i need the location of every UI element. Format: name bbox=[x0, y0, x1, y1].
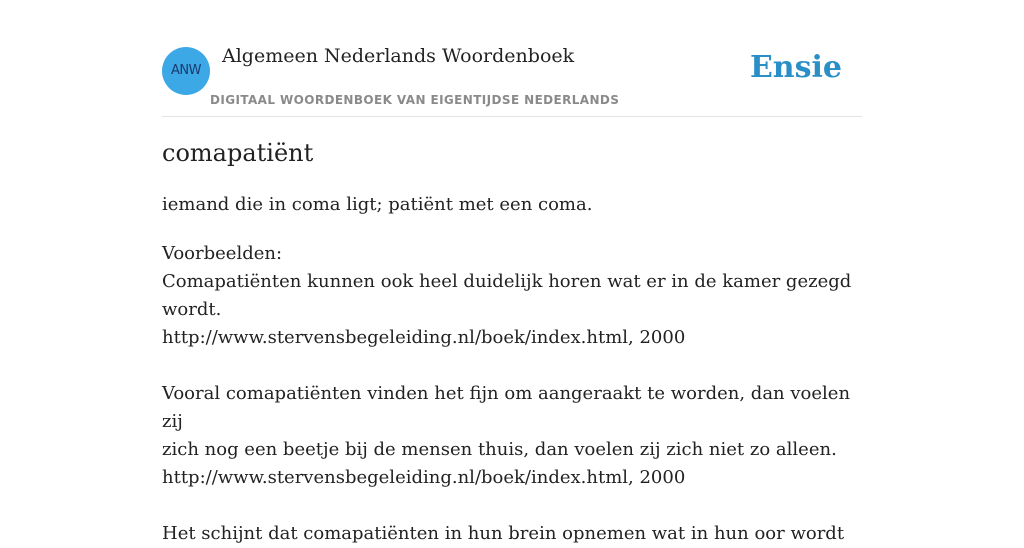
example-2-text-line-1: Vooral comapatiënten vinden het fijn om aangeraakt te worden, dan voelen zij bbox=[162, 383, 851, 432]
ensie-logo-link[interactable]: Ensie bbox=[749, 50, 842, 85]
example-1-source: http://www.stervensbegeleiding.nl/boek/index.html, 2000 bbox=[162, 327, 686, 348]
examples-label: Voorbeelden: bbox=[162, 243, 283, 264]
site-subtitle: DIGITAAL WOORDENBOEK VAN EIGENTIJDSE NEDERLANDS bbox=[210, 93, 620, 107]
example-spacer bbox=[162, 492, 862, 520]
example-2-source: http://www.stervensbegeleiding.nl/boek/index.html, 2000 bbox=[162, 467, 686, 488]
site-title[interactable]: Algemeen Nederlands Woordenboek bbox=[222, 45, 575, 67]
entry-definition: iemand die in coma ligt; patiënt met een coma. bbox=[162, 194, 593, 215]
site-header bbox=[162, 0, 862, 117]
example-2-text-line-2: zich nog een beetje bij de mensen thuis, dan voelen zij zich niet zo alleen. bbox=[162, 439, 837, 460]
example-1-text-line-2: wordt. bbox=[162, 299, 222, 320]
example-1-text-line-1: Comapatiënten kunnen ook heel duidelijk horen wat er in de kamer gezegd bbox=[162, 271, 852, 292]
page-content bbox=[162, 0, 862, 544]
example-3-text-line-1: Het schijnt dat comapatiënten in hun brein opnemen wat in hun oor wordt bbox=[162, 523, 845, 544]
examples-section bbox=[162, 240, 862, 548]
example-spacer bbox=[162, 352, 862, 380]
anw-logo[interactable]: ANW bbox=[162, 47, 210, 95]
entry-headword: comapatiënt bbox=[162, 139, 314, 167]
